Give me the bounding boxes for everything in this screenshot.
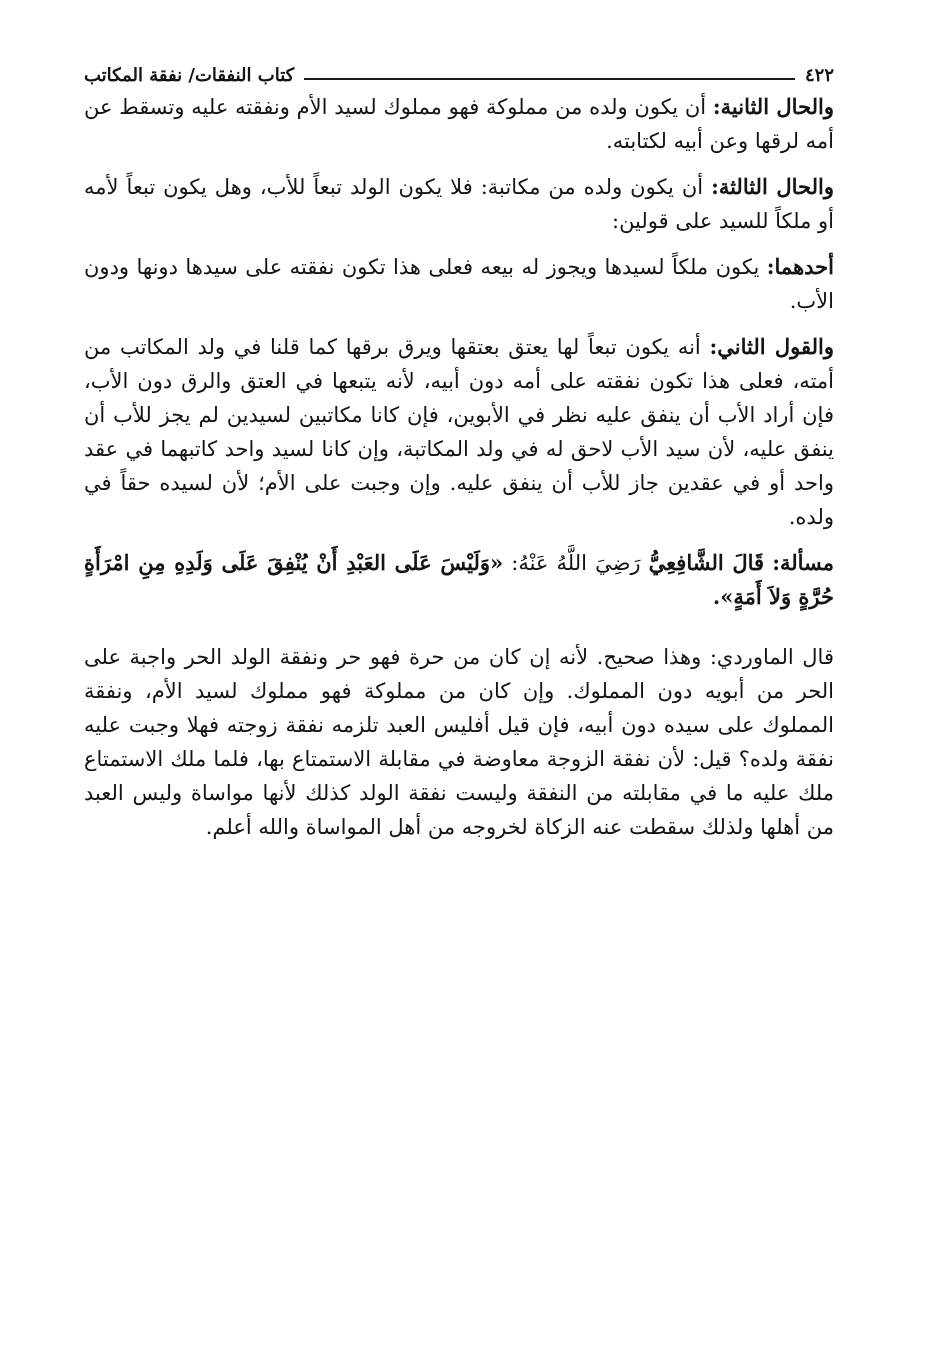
paragraph-text: يكون ملكاً لسيدها ويجوز له بيعه فعلى هذا تكون نفقته على سيدها دونها ودون الأب. bbox=[84, 255, 834, 313]
commentary-paragraph: قال الماوردي: وهذا صحيح. لأنه إن كان من حرة فهو حر ونفقة الولد الحر واجبة على الحر من أبويه دون المملوك. وإن كان من مملوكة فهو مملوك لسيد الأم، ونفقة المملوك على سيده دون أبيه، فإن قيل أفليس العبد تلزمه نفقة زوجته فهلا وجبت عليه نفقة ولده؟ قيل: لأن نفقة الزوجة معاوضة في مقابلة الاستمتاع بها، فلما ملك الاستمتاع ملك عليه ما في مقابلته من النفقة وليست نفقة الولد كذلك لأنها مواساة وليس العبد من أهلها ولذلك سقطت عنه الزكاة لخروجه من أهل المواساة والله أعلم. bbox=[84, 645, 834, 839]
masala-quote: «وَلَيْسَ عَلَى العَبْدِ أَنْ يُنْفِقَ عَلَى وَلَدِهِ مِنِ امْرَأَةٍ حُرَّةٍ وَلاَ أَمَةٍ». bbox=[84, 550, 834, 609]
paragraph-text: أنه يكون تبعاً لها يعتق بعتقها ويرق برقها كما قلنا في ولد المكاتب من أمته، فعلى هذا تكون نفقته على أمه دون أبيه، لأنه يتبعها في العتق والرق دون الأب، فإن أراد الأب أن ينفق عليه نظر في الأبوين، فإن كانا مكاتبين لسيدين لم يجز للأب أن ينفق عليه، لأن سيد الأب لاحق له في ولد المكاتبة، وإن كانا لسيد واحد كاتبهما في عقد واحد أو في عقدين جاز للأب أن ينفق عليه. وإن وجبت على الأم؛ لأن لسيده حقاً في ولده. bbox=[84, 335, 834, 529]
paragraph-lead: والحال الثانية: bbox=[712, 94, 834, 119]
paragraph-second-opinion bbox=[84, 330, 834, 534]
paragraph-lead: والقول الثاني: bbox=[709, 334, 835, 359]
book-page bbox=[84, 60, 834, 856]
paragraph-lead: أحدهما: bbox=[766, 254, 834, 279]
paragraph-text: أن يكون ولده من مكاتبة: فلا يكون الولد تبعاً للأب، وهل يكون تبعاً لأمه أو ملكاً للسيد على قولين: bbox=[84, 175, 834, 233]
masala-paragraph bbox=[84, 546, 834, 614]
paragraph-lead: والحال الثالثة: bbox=[711, 174, 834, 199]
masala-honorific: رَضِيَ اللَّهُ عَنْهُ: bbox=[503, 551, 649, 575]
paragraph-second-case bbox=[84, 90, 834, 158]
paragraph-first-opinion bbox=[84, 250, 834, 318]
masala-speaker: قَالَ الشَّافِعِيُّ bbox=[648, 550, 765, 575]
masala-label: مسألة: bbox=[772, 550, 834, 575]
paragraph-text: أن يكون ولده من مملوكة فهو مملوك لسيد الأم ونفقته عليه وتسقط عن أمه لرقها وعن أبيه لكتابته. bbox=[84, 95, 834, 153]
paragraph-third-case bbox=[84, 170, 834, 238]
running-header bbox=[84, 60, 834, 90]
running-title: كتاب النفقات/ نفقة المكاتب bbox=[84, 64, 295, 86]
page-number: ٤٢٢ bbox=[804, 64, 834, 86]
header-rule bbox=[304, 78, 795, 80]
